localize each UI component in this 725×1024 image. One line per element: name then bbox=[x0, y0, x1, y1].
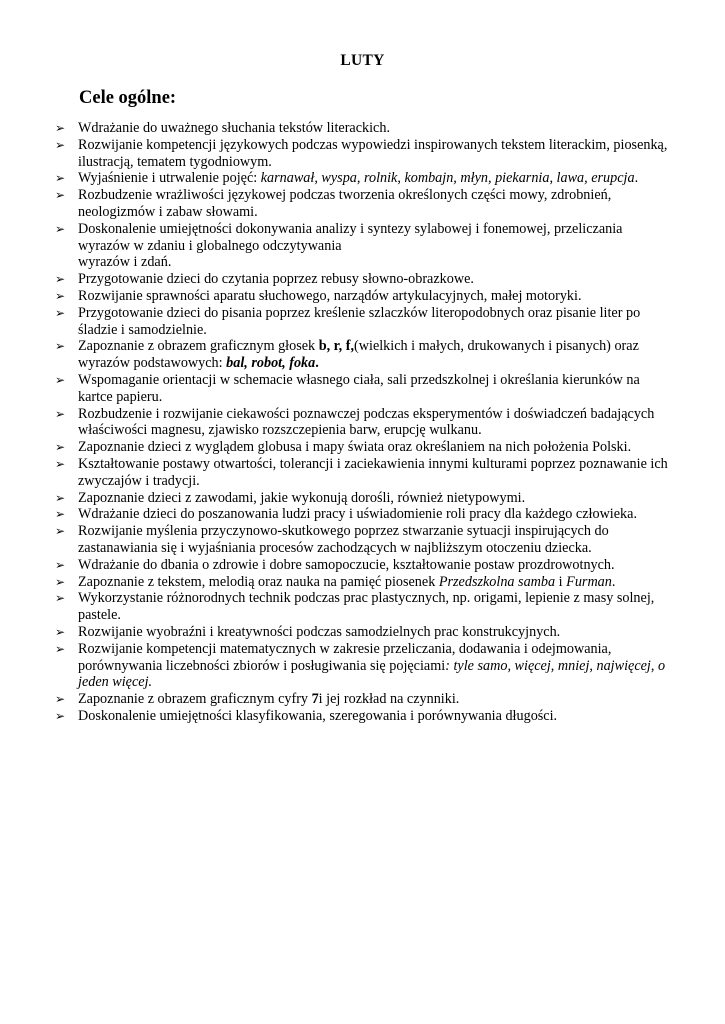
goal-line bbox=[78, 691, 675, 708]
arrow-bullet-icon: ➢ bbox=[55, 507, 66, 522]
goal-line bbox=[78, 590, 675, 624]
goal-item bbox=[55, 372, 675, 406]
goal-text: Rozbudzenie i rozwijanie ciekawości poznawczej podczas eksperymentów i doświadczeń badających właściwości magnesu, zjawisko rozszczepienia barw, erupcję wulkanu. bbox=[78, 405, 655, 439]
arrow-bullet-icon: ➢ bbox=[55, 221, 66, 236]
goal-line bbox=[78, 624, 675, 641]
goal-line bbox=[78, 254, 675, 271]
goal-text: Wdrażanie do dbania o zdrowie i dobre samopoczucie, kształtowanie postaw prozdrowotnych. bbox=[78, 556, 615, 573]
goal-text: Doskonalenie umiejętności klasyfikowania, szeregowania i porównywania długości. bbox=[78, 707, 558, 724]
goal-line bbox=[78, 170, 675, 187]
goal-item bbox=[55, 641, 675, 691]
goal-text: Rozwijanie wyobraźni i kreatywności podczas samodzielnych prac konstrukcyjnych. bbox=[78, 623, 561, 640]
goal-text: Wdrażanie dzieci do poszanowania ludzi pracy i uświadomienie roli pracy dla każdego człowieka. bbox=[78, 506, 637, 523]
goal-text: karnawał, wyspa, rolnik, kombajn, młyn, piekarnia, lawa, erupcja bbox=[260, 170, 635, 187]
goal-text: . bbox=[634, 170, 639, 187]
section-heading: Cele ogólne: bbox=[79, 88, 177, 108]
goal-text: i jej rozkład na czynniki. bbox=[318, 691, 460, 708]
goal-line bbox=[78, 288, 675, 305]
arrow-bullet-icon: ➢ bbox=[55, 305, 66, 320]
goal-text: Przedszkolna samba bbox=[438, 573, 556, 590]
goal-text: Doskonalenie umiejętności dokonywania analizy i syntezy sylabowej i fonemowej, przeliczania wyrazów w zdaniu i globalnego odczytywania bbox=[78, 220, 623, 254]
goal-item bbox=[55, 406, 675, 440]
goal-text: Wspomaganie orientacji w schemacie własnego ciała, sali przedszkolnej i określania kierunków na kartce papieru. bbox=[78, 371, 640, 405]
page-title: LUTY bbox=[340, 52, 385, 69]
goal-item bbox=[55, 338, 675, 372]
goals-list bbox=[55, 120, 675, 725]
arrow-bullet-icon: ➢ bbox=[55, 692, 66, 707]
goal-text: 7 bbox=[311, 691, 319, 708]
goal-line bbox=[78, 708, 675, 725]
goal-text: Zapoznanie z obrazem graficznym cyfry bbox=[78, 691, 312, 708]
goal-text: Zapoznanie z obrazem graficznym głosek bbox=[78, 338, 319, 355]
goal-item bbox=[55, 506, 675, 523]
goal-line bbox=[78, 221, 675, 255]
goal-text: Przygotowanie dzieci do pisania poprzez kreślenie szlaczków literopodobnych oraz pisanie liter po śladzie i samodzielnie. bbox=[78, 304, 641, 338]
goal-line bbox=[78, 523, 675, 557]
goal-text: Zapoznanie dzieci z wyglądem globusa i mapy świata oraz określaniem na nich położenia Polski. bbox=[78, 439, 632, 456]
goal-item bbox=[55, 456, 675, 490]
goal-item bbox=[55, 305, 675, 339]
goal-text: . bbox=[315, 355, 319, 372]
goal-text: (wielkich i małych, drukowanych i pisanych) oraz wyrazów podstawowych: bbox=[78, 338, 639, 372]
goal-item bbox=[55, 137, 675, 171]
goal-item bbox=[55, 221, 675, 271]
arrow-bullet-icon: ➢ bbox=[55, 456, 66, 471]
goal-text: Rozwijanie sprawności aparatu słuchowego, narządów artykulacyjnych, małej motoryki. bbox=[78, 287, 582, 304]
arrow-bullet-icon: ➢ bbox=[55, 339, 66, 354]
arrow-bullet-icon: ➢ bbox=[55, 524, 66, 539]
goal-text: Kształtowanie postawy otwartości, tolerancji i zaciekawienia innymi kulturami poprzez poznawanie ich zwyczajów i tradycji. bbox=[78, 455, 668, 489]
goal-line bbox=[78, 641, 675, 691]
goal-text: Przygotowanie dzieci do czytania poprzez rebusy słowno-obrazkowe. bbox=[78, 271, 474, 288]
goal-item bbox=[55, 490, 675, 507]
goal-line bbox=[78, 271, 675, 288]
goal-line bbox=[78, 406, 675, 440]
goal-item bbox=[55, 523, 675, 557]
arrow-bullet-icon: ➢ bbox=[55, 288, 66, 303]
goal-text: i bbox=[555, 573, 567, 590]
goal-line bbox=[78, 120, 675, 137]
goal-text: . bbox=[611, 573, 616, 590]
goal-line bbox=[78, 187, 675, 221]
arrow-bullet-icon: ➢ bbox=[55, 406, 66, 421]
goal-text: Rozwijanie kompetencji językowych podczas wypowiedzi inspirowanych tekstem literackim, piosenką, ilustracją, tematem tygodniowym. bbox=[78, 136, 668, 170]
goal-text: Rozwijanie kompetencji matematycznych w zakresie przeliczania, dodawania i odejmowania, porównywania liczebności zbiorów i posługiwania się pojęciami bbox=[78, 640, 612, 674]
goal-item bbox=[55, 624, 675, 641]
goal-item bbox=[55, 691, 675, 708]
goal-line bbox=[78, 137, 675, 171]
goal-item bbox=[55, 439, 675, 456]
arrow-bullet-icon: ➢ bbox=[55, 121, 66, 135]
goal-line bbox=[78, 372, 675, 406]
arrow-bullet-icon: ➢ bbox=[55, 708, 66, 723]
goal-line bbox=[78, 574, 675, 591]
goal-item bbox=[55, 120, 675, 137]
goal-item bbox=[55, 187, 675, 221]
arrow-bullet-icon: ➢ bbox=[55, 624, 66, 639]
arrow-bullet-icon: ➢ bbox=[55, 641, 66, 656]
goal-line bbox=[78, 506, 675, 523]
goal-item bbox=[55, 574, 675, 591]
goal-line bbox=[78, 338, 675, 372]
goal-line bbox=[78, 490, 675, 507]
goal-line bbox=[78, 557, 675, 574]
goal-text: bal, robot, foka bbox=[226, 355, 316, 372]
goal-item bbox=[55, 590, 675, 624]
arrow-bullet-icon: ➢ bbox=[55, 372, 66, 387]
goal-text: Rozwijanie myślenia przyczynowo-skutkowego poprzez stwarzanie sytuacji inspirujących do zastanawiania się i wyjaśniania procesów zachodzących w najbliższym otoczeniu dziecka. bbox=[78, 523, 609, 556]
goal-item bbox=[55, 708, 675, 725]
goal-text: Rozbudzenie wrażliwości językowej podczas tworzenia określonych części mowy, zdrobnień, neologizmów i zabaw słowami. bbox=[78, 187, 612, 220]
goal-text: : tyle samo, więcej, mniej, najwięcej, o jeden więcej. bbox=[78, 657, 666, 691]
goal-line bbox=[78, 305, 675, 339]
arrow-bullet-icon: ➢ bbox=[55, 557, 66, 572]
goal-line bbox=[78, 456, 675, 490]
goal-text: Wykorzystanie różnorodnych technik podczas prac plastycznych, np. origami, lepienie z masy solnej, pastele. bbox=[78, 590, 655, 624]
goal-text: Furman bbox=[566, 573, 612, 590]
arrow-bullet-icon: ➢ bbox=[55, 574, 66, 589]
goal-item bbox=[55, 271, 675, 288]
goal-item bbox=[55, 557, 675, 574]
arrow-bullet-icon: ➢ bbox=[55, 490, 66, 505]
arrow-bullet-icon: ➢ bbox=[55, 171, 66, 186]
goal-text: Wdrażanie do uważnego słuchania tekstów literackich. bbox=[78, 120, 390, 136]
goal-line bbox=[78, 439, 675, 456]
arrow-bullet-icon: ➢ bbox=[55, 188, 66, 203]
goal-text: Wyjaśnienie i utrwalenie pojęć: bbox=[78, 170, 261, 187]
goal-text: wyrazów i zdań. bbox=[78, 254, 172, 271]
arrow-bullet-icon: ➢ bbox=[55, 591, 66, 606]
goal-item bbox=[55, 288, 675, 305]
arrow-bullet-icon: ➢ bbox=[55, 440, 66, 455]
goal-text: b, r, f, bbox=[318, 338, 355, 355]
goal-item bbox=[55, 170, 675, 187]
goal-text: Zapoznanie z tekstem, melodią oraz nauka na pamięć piosenek bbox=[78, 573, 439, 590]
arrow-bullet-icon: ➢ bbox=[55, 272, 66, 287]
arrow-bullet-icon: ➢ bbox=[55, 137, 66, 152]
goal-text: Zapoznanie dzieci z zawodami, jakie wykonują dorośli, również nietypowymi. bbox=[78, 489, 526, 506]
